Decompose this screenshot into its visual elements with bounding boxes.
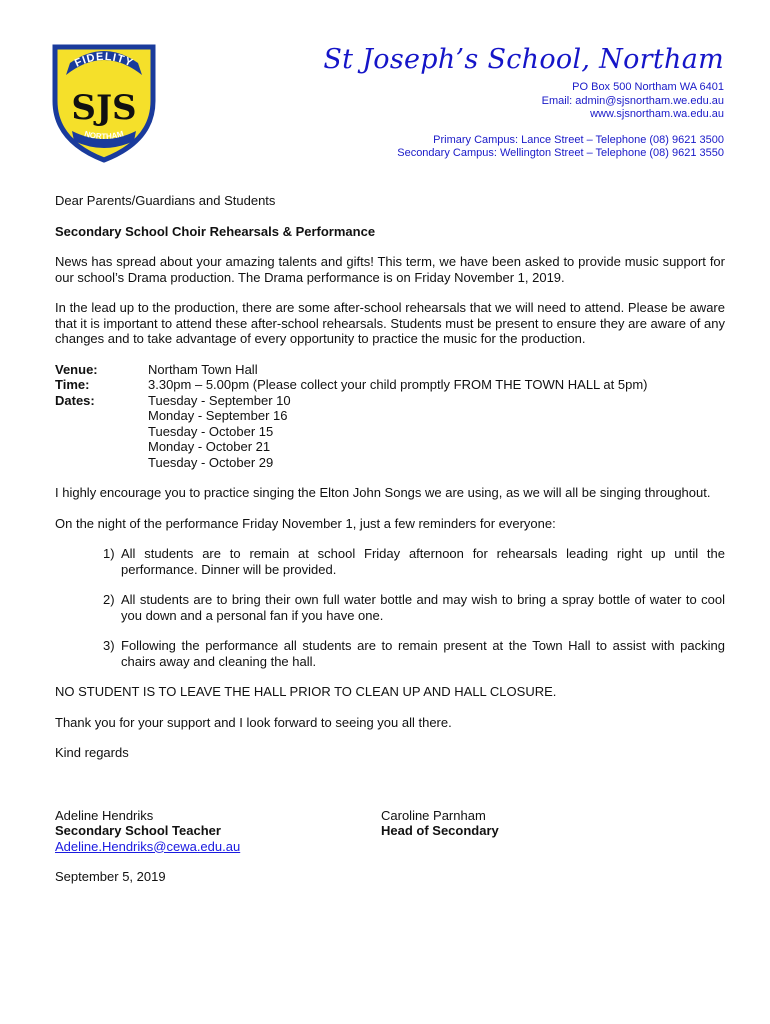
dates-label: Dates:: [55, 392, 95, 408]
letter-subject: Secondary School Choir Rehearsals & Performance: [55, 223, 376, 239]
date-item: Tuesday - September 10: [148, 392, 291, 408]
paragraph-reminders-intro: On the night of the performance Friday November 1, just a few reminders for everyone:: [55, 515, 556, 531]
list-item: [103, 638, 725, 669]
signatory-teacher: [55, 808, 381, 855]
crest-place: NORTHAM: [83, 129, 125, 142]
signatory-email-link[interactable]: Adeline.Hendriks@cewa.edu.au: [55, 838, 241, 854]
letter-body: [55, 193, 725, 885]
venue-value: Northam Town Hall: [148, 361, 258, 377]
venue-label: Venue:: [55, 361, 98, 377]
crest-initials: SJS: [71, 88, 137, 128]
closing: Kind regards: [55, 745, 129, 760]
list-item-text: All students are to remain at school Friday afternoon for rehearsals leading right up until the performance. Dinner will be provided.: [121, 546, 725, 577]
time-value: 3.30pm – 5.00pm (Please collect your child promptly FROM THE TOWN HALL at 5pm): [148, 377, 648, 392]
school-website: www.sjsnortham.wa.edu.au: [590, 108, 724, 120]
list-item-number: 3): [103, 638, 115, 653]
signatory-name: Adeline Hendriks: [55, 807, 154, 823]
signatory-title: Secondary School Teacher: [55, 823, 221, 838]
thanks-line: Thank you for your support and I look forward to seeing you all there.: [55, 714, 452, 730]
postal-address: PO Box 500 Northam WA 6401: [572, 81, 724, 93]
crest-motto: FIDELITY: [72, 50, 136, 70]
paragraph-practice: I highly encourage you to practice singing the Elton John Songs we are using, as we will all be singing throughout.: [55, 485, 711, 500]
signatures: [55, 808, 725, 855]
list-item: [103, 546, 725, 577]
paragraph-rehearsals: In the lead up to the production, there are some after-school rehearsals that we will need to attend. Please be aware that it is important to attend these after-school rehearsals. Students must be present to ensure they are aware of any changes and to take advantage of every opportunity to practice the music for the production.: [55, 300, 725, 346]
closure-notice: NO STUDENT IS TO LEAVE THE HALL PRIOR TO CLEAN UP AND HALL CLOSURE.: [55, 684, 557, 699]
rehearsal-details: [55, 362, 725, 471]
list-item: [103, 592, 725, 623]
salutation: Dear Parents/Guardians and Students: [55, 193, 276, 208]
letterhead-contact: [397, 81, 724, 161]
signatory-title: Head of Secondary: [381, 823, 499, 838]
primary-campus: Primary Campus: Lance Street – Telephone (08) 9621 3500: [433, 133, 724, 146]
list-item-number: 1): [103, 546, 115, 561]
date-item: Monday - October 21: [148, 439, 271, 454]
school-email: Email: admin@sjsnortham.we.edu.au: [541, 94, 724, 107]
letter-date: September 5, 2019: [55, 869, 166, 884]
list-item-text: Following the performance all students are to remain present at the Town Hall to assist with packing chairs away and cleaning the hall.: [121, 638, 725, 669]
list-item-text: All students are to bring their own full water bottle and may wish to bring a spray bottle of water to cool you down and a personal fan if you have one.: [121, 592, 725, 623]
signatory-name: Caroline Parnham: [381, 807, 486, 823]
date-item: Tuesday - October 29: [148, 454, 274, 470]
date-item: Monday - September 16: [148, 408, 288, 423]
signatory-head: [381, 808, 725, 855]
date-item: Tuesday - October 15: [148, 423, 274, 439]
time-label: Time:: [55, 377, 90, 392]
school-name: St Joseph’s School, Northam: [323, 44, 724, 75]
secondary-campus: Secondary Campus: Wellington Street – Telephone (08) 9621 3550: [397, 147, 724, 159]
school-crest-logo: [52, 41, 156, 163]
list-item-number: 2): [103, 592, 115, 607]
paragraph-intro: News has spread about your amazing talents and gifts! This term, we have been asked to provide music support for our school’s Drama production. The Drama performance is on Friday November 1, 2019.: [55, 254, 725, 285]
reminders-list: [55, 546, 725, 669]
